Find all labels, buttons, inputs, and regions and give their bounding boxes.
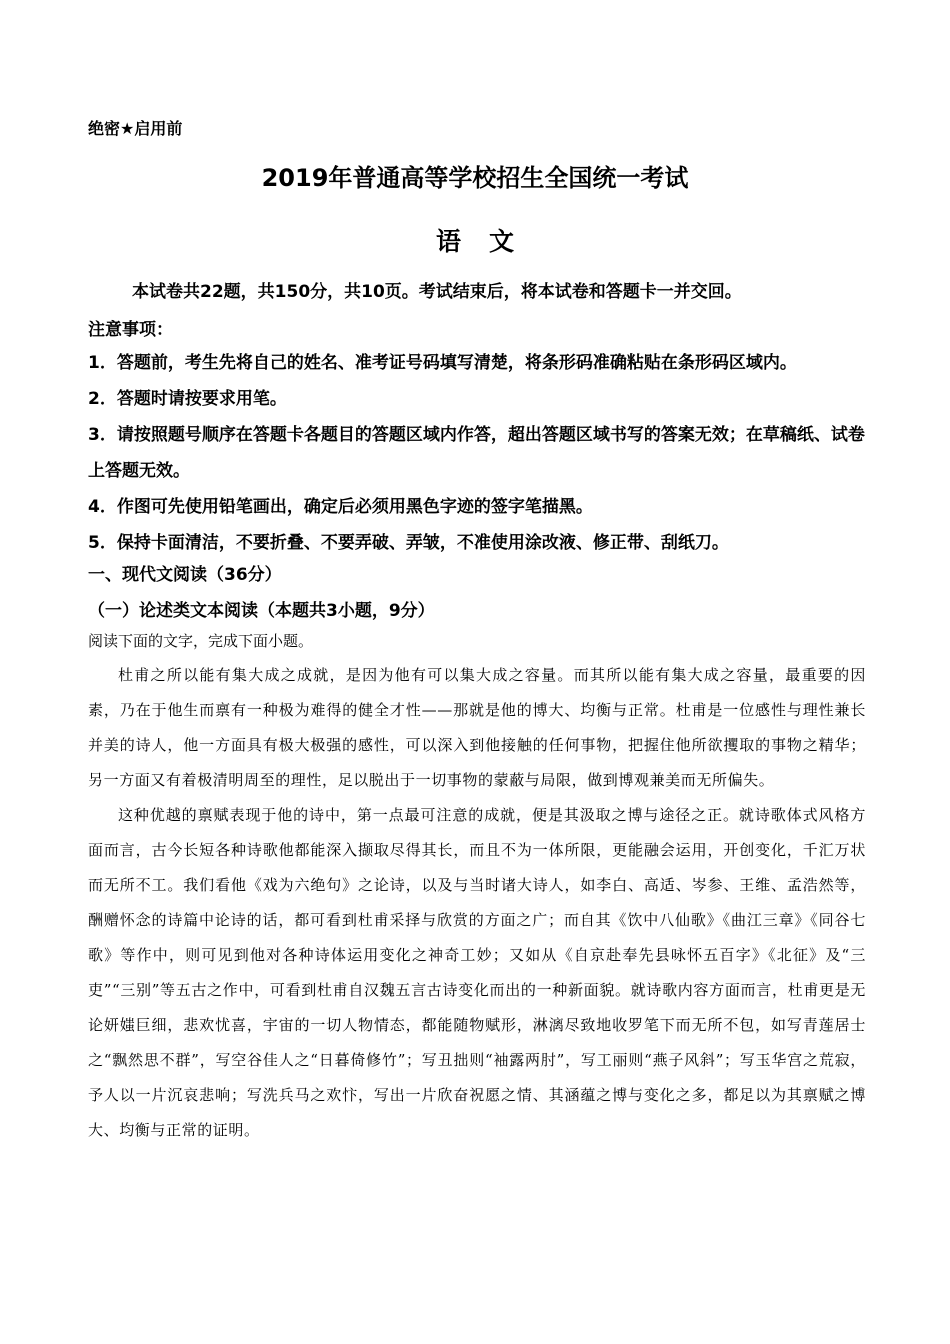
- notice-heading: 注意事项：: [88, 320, 173, 340]
- notice-item-5: 5．保持卡面清洁，不要折叠、不要弄破、弄皱，不准使用涂改液、修正带、刮纸刀。: [88, 533, 729, 553]
- passage-paragraph-2: 这种优越的禀赋表现于他的诗中，第一点最可注意的成就，便是其汲取之博与途径之正。就诗歌体式风格方面而言，古今长短各种诗歌他都能深入撷取尽得其长，而且不为一体所限，更能融会运用，开创变化，千汇万状而无所不工。我们看他《戏为六绝句》之论诗，以及与当时诸大诗人，如李白、高适、岑参、王维、孟浩然等，酬赠怀念的诗篇中论诗的话，都可看到杜甫采择与欣赏的方面之广；而自其《饮中八仙歌》《曲江三章》《同谷七歌》等作中，则可见到他对各种诗体运用变化之神奇工妙；又如从《自京赴奉先县咏怀五百字》《北征》及“三吏”“三别”等五古之作中，可看到杜甫自汉魏五言古诗变化而出的一种新面貌。就诗歌内容方面而言，杜甫更是无论妍媸巨细，悲欢忧喜，宇宙的一切人物情态，都能随物赋形，淋漓尽致地收罗笔下而无所不包，如写青莲居士之“飘然思不群”，写空谷佳人之“日暮倚修竹”；写丑拙则“袖露两肘”，写工丽则“燕子风斜”；写玉华宫之荒寂，予人以一片沉哀悲响；写洗兵马之欢忭，写出一片欣奋祝愿之情、其涵蕴之博与变化之多，都足以为其禀赋之博大、均衡与正常的证明。: [88, 806, 866, 1139]
- subject-title: 语文: [435, 227, 542, 256]
- classification-label: 绝密★启用前: [88, 119, 183, 138]
- section-heading: 一、现代文阅读（36分）: [88, 565, 282, 585]
- notice-item-4: 4．作图可先使用铅笔画出，确定后必须用黑色字迹的签字笔描黑。: [88, 497, 593, 517]
- notice-item-2: 2．答题时请按要求用笔。: [88, 389, 287, 409]
- passage-paragraph-1: 杜甫之所以能有集大成之成就，是因为他有可以集大成之容量。而其所以能有集大成之容量，最重要的因素，乃在于他生而禀有一种极为难得的健全才性——那就是他的博大、均衡与正常。杜甫是一位感性与理性兼长并美的诗人，他一方面具有极大极强的感性，可以深入到他接触的任何事物，把握住他所欲攫取的事物之精华；另一方面又有着极清明周至的理性，足以脱出于一切事物的蒙蔽与局限，做到博观兼美而无所偏失。: [88, 666, 866, 789]
- reading-passage: [88, 658, 866, 1148]
- subsection-heading: （一）论述类文本阅读（本题共3小题，9分）: [88, 601, 435, 621]
- notice-item-3: 3．请按照题号顺序在答题卡各题目的答题区域内作答，超出答题区域书写的答案无效；在草稿纸、试卷上答题无效。: [88, 425, 865, 481]
- notice-item-1: 1．答题前，考生先将自己的姓名、准考证号码填写清楚，将条形码准确粘贴在条形码区域内。: [88, 353, 797, 373]
- notice-list: [88, 345, 878, 561]
- reading-instruction: 阅读下面的文字，完成下面小题。: [88, 632, 314, 650]
- exam-summary: 本试卷共22题，共150分，共10页。考试结束后，将本试卷和答题卡一并交回。: [132, 282, 742, 302]
- exam-title: 2019年普通高等学校招生全国统一考试: [261, 164, 689, 192]
